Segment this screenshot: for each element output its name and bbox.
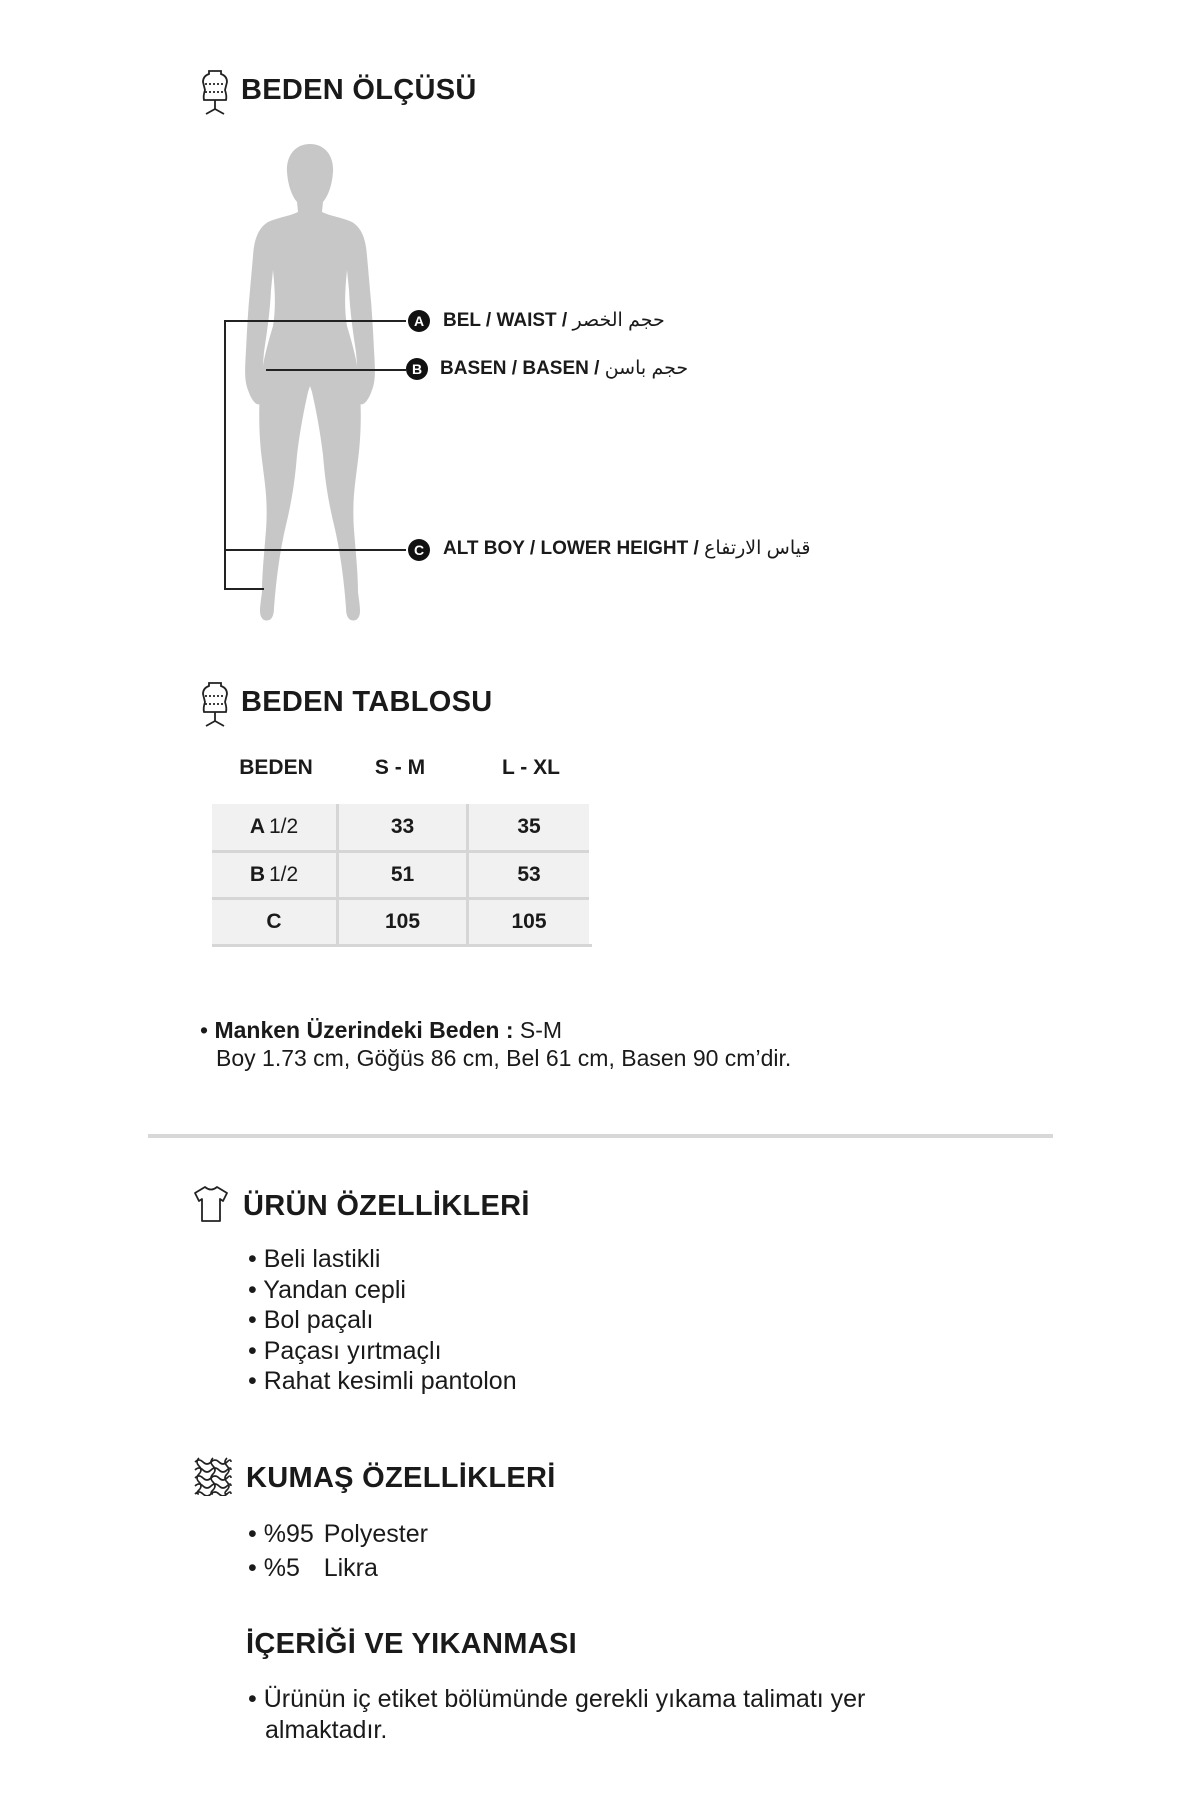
list-item xyxy=(248,1551,428,1585)
marker-b-label xyxy=(440,357,688,380)
table-cell-a-sm: 33 xyxy=(339,804,466,850)
model-info-details: Boy 1.73 cm, Göğüs 86 cm, Bel 61 cm, Basen 90 cm’dir. xyxy=(216,1045,792,1071)
table-row-c-label xyxy=(212,900,336,944)
fabric-icon xyxy=(193,1456,233,1496)
table-line xyxy=(466,804,469,947)
row-a-fraction: 1/2 xyxy=(268,815,299,838)
table-line xyxy=(212,897,589,900)
care-text xyxy=(248,1684,865,1745)
marker-b: B xyxy=(406,358,428,380)
model-info xyxy=(200,1016,791,1072)
product-features-title: ÜRÜN ÖZELLİKLERİ xyxy=(243,1190,530,1222)
row-a-letter: A xyxy=(249,815,265,838)
marker-a-text: BEL / WAIST / xyxy=(443,310,568,331)
bullet: • xyxy=(248,1685,257,1713)
table-cell-b-sm: 51 xyxy=(339,853,466,897)
fabric-material: Likra xyxy=(323,1554,378,1582)
product-features-list xyxy=(248,1244,517,1397)
table-header-lxl: L - XL xyxy=(502,756,560,779)
marker-c-label xyxy=(443,537,810,560)
tshirt-icon xyxy=(193,1185,229,1223)
waist-leader-line xyxy=(224,320,406,322)
list-item: • Rahat kesimli pantolon xyxy=(248,1367,517,1395)
body-silhouette xyxy=(240,140,380,630)
list-item: • Paçası yırtmaçlı xyxy=(248,1336,442,1365)
row-c-letter: C xyxy=(266,910,282,933)
height-bracket-vertical xyxy=(224,320,226,588)
marker-b-arabic: حجم باسن xyxy=(604,358,689,379)
care-line-1-text: Ürünün iç etiket bölümünde gerekli yıkama talimatı yer xyxy=(263,1685,866,1713)
model-info-bullet: • xyxy=(200,1017,209,1043)
fabric-material: Polyester xyxy=(323,1520,428,1548)
marker-a-arabic: حجم الخصر xyxy=(572,310,665,331)
list-item: • Yandan cepli xyxy=(248,1275,406,1304)
table-row-a-label xyxy=(212,804,336,850)
table-cell-b-lxl: 53 xyxy=(469,853,589,897)
fabric-percent: %5 xyxy=(263,1554,300,1582)
hip-leader-line xyxy=(266,369,406,371)
marker-a-label xyxy=(443,309,665,332)
care-line-1 xyxy=(248,1684,865,1715)
table-cell-c-lxl: 105 xyxy=(469,900,589,944)
list-item: • Beli lastikli xyxy=(248,1245,381,1273)
height-leader-line xyxy=(224,549,406,551)
table-line xyxy=(336,804,339,947)
table-line xyxy=(212,944,592,947)
marker-c-text: ALT BOY / LOWER HEIGHT / xyxy=(443,538,699,559)
height-bracket-bottom xyxy=(224,588,264,590)
marker-b-text: BASEN / BASEN / xyxy=(440,358,600,379)
care-line-2: almaktadır. xyxy=(265,1715,388,1744)
marker-c-arabic: قياس الارتفاع xyxy=(704,538,811,559)
model-info-label: Manken Üzerindeki Beden : xyxy=(214,1017,514,1043)
model-info-size: S-M xyxy=(519,1017,563,1043)
table-cell-a-lxl: 35 xyxy=(469,804,589,850)
fabric-percent: %95 xyxy=(263,1520,314,1548)
table-cell-c-sm: 105 xyxy=(339,900,466,944)
marker-c: C xyxy=(408,539,430,561)
bullet: • xyxy=(248,1554,257,1582)
row-b-letter: B xyxy=(249,863,265,886)
bullet: • xyxy=(248,1520,257,1548)
size-table-title: BEDEN TABLOSU xyxy=(241,686,493,718)
section-divider xyxy=(148,1134,1053,1138)
marker-a: A xyxy=(408,310,430,332)
dress-form-icon xyxy=(200,68,230,116)
dress-form-icon xyxy=(200,680,230,728)
fabric-features-title: KUMAŞ ÖZELLİKLERİ xyxy=(246,1462,556,1494)
row-b-fraction: 1/2 xyxy=(268,863,299,886)
table-line xyxy=(212,850,589,853)
body-measure-title: BEDEN ÖLÇÜSÜ xyxy=(241,74,477,106)
table-header-sm: S - M xyxy=(374,756,426,779)
fabric-features-list xyxy=(248,1517,428,1585)
table-header-size: BEDEN xyxy=(239,756,313,779)
list-item: • Bol paçalı xyxy=(248,1306,374,1334)
table-row-b-label xyxy=(212,853,336,897)
list-item xyxy=(248,1517,428,1551)
care-title: İÇERİĞİ VE YIKANMASI xyxy=(246,1628,577,1660)
